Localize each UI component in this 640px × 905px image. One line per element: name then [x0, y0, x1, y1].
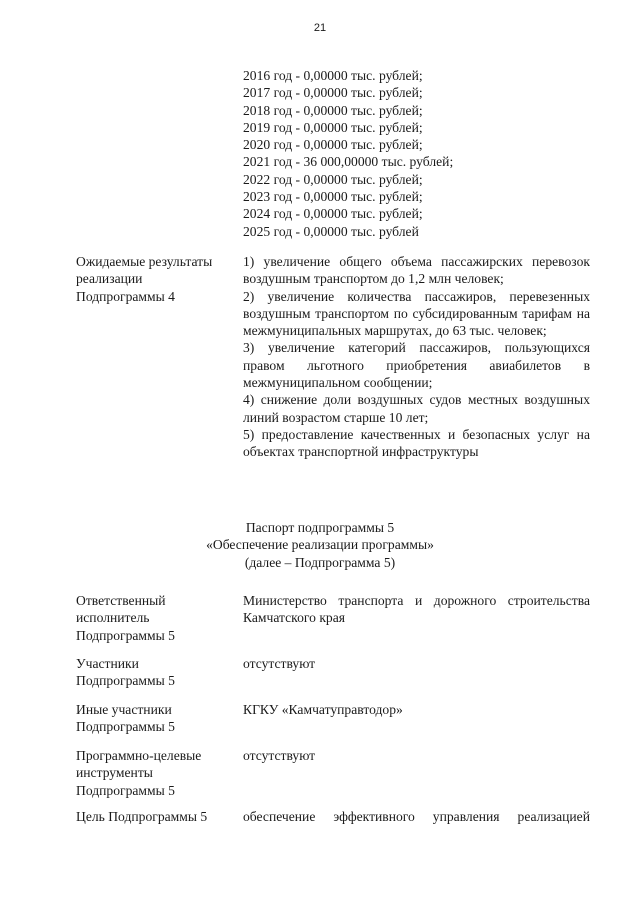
responsible-label-line: Ответственный	[76, 593, 166, 608]
other-participants-value: КГКУ «Камчатуправтодор»	[243, 702, 403, 717]
funding-line-2023: 2023 год - 0,00000 тыс. рублей;	[243, 189, 423, 205]
responsible-value: Министерство транспорта и дорожного строительства Камчатского края	[243, 593, 590, 626]
funding-line-2020: 2020 год - 0,00000 тыс. рублей;	[243, 137, 423, 153]
page-number: 21	[313, 22, 327, 34]
participants-label-line: Подпрограммы 5	[76, 673, 175, 689]
expected-results-label-line: Подпрограммы 4	[76, 288, 175, 304]
other-participants-label	[76, 701, 236, 736]
expected-result-item-2: 2) увеличение количества пассажиров, перевезенных воздушным транспортом по субсидированным тарифам на межмуниципальных маршрутах, до 63 тыс. человек;	[243, 288, 590, 339]
passport-title-line: Паспорт подпрограммы 5	[245, 520, 395, 535]
instruments-label-line: Программно-целевые	[76, 748, 202, 763]
participants-value: отсутствуют	[243, 656, 316, 671]
goal-label-line: Цель Подпрограммы 5	[76, 809, 208, 824]
participants-label	[76, 655, 236, 690]
expected-result-item-1: 1) увеличение общего объема пассажирских перевозок воздушным транспортом до 1,2 млн человек;	[243, 254, 590, 287]
responsible-label-line: Подпрограммы 5	[76, 627, 175, 643]
participants-label-line: Участники	[76, 656, 139, 671]
funding-line-2018: 2018 год - 0,00000 тыс. рублей;	[243, 102, 423, 118]
expected-results-label-line: реализации	[76, 271, 143, 287]
expected-results-list	[243, 253, 590, 461]
other-participants-label-line: Иные участники	[76, 702, 172, 717]
funding-line-2024: 2024 год - 0,00000 тыс. рублей;	[243, 206, 423, 222]
instruments-value: отсутствуют	[243, 748, 316, 763]
expected-result-item-5: 5) предоставление качественных и безопасных услуг на объектах транспортной инфраструктуры	[243, 426, 590, 460]
instruments-label	[76, 747, 236, 799]
funding-line-2017: 2017 год - 0,00000 тыс. рублей;	[243, 85, 423, 101]
goal-value: обеспечение эффективного управления реализацией	[243, 809, 590, 824]
passport-subtitle: «Обеспечение реализации программы»	[206, 537, 434, 553]
other-participants-label-line: Подпрограммы 5	[76, 719, 175, 735]
funding-list	[243, 67, 603, 240]
funding-line-2025: 2025 год - 0,00000 тыс. рублей	[243, 223, 419, 239]
funding-line-2016: 2016 год - 0,00000 тыс. рублей;	[243, 68, 423, 83]
instruments-label-line: инструменты	[76, 765, 153, 781]
goal-label	[76, 808, 236, 825]
responsible-label	[76, 592, 236, 644]
passport-title	[0, 519, 640, 571]
funding-line-2022: 2022 год - 0,00000 тыс. рублей;	[243, 171, 423, 187]
expected-result-item-4: 4) снижение доли воздушных судов местных воздушных линий возрастом старше 10 лет;	[243, 392, 590, 425]
funding-line-2019: 2019 год - 0,00000 тыс. рублей;	[243, 119, 423, 135]
funding-line-2021: 2021 год - 36 000,00000 тыс. рублей;	[243, 154, 454, 170]
instruments-label-line: Подпрограммы 5	[76, 782, 175, 798]
passport-note: (далее – Подпрограмма 5)	[244, 554, 396, 570]
expected-results-label	[76, 253, 236, 305]
expected-result-item-3: 3) увеличение категорий пассажиров, пользующихся правом льготного приобретения авиабилетов в межмуниципальном сообщении;	[243, 340, 590, 391]
responsible-label-line: исполнитель	[76, 610, 150, 626]
expected-results-label-line: Ожидаемые результаты	[76, 254, 213, 269]
